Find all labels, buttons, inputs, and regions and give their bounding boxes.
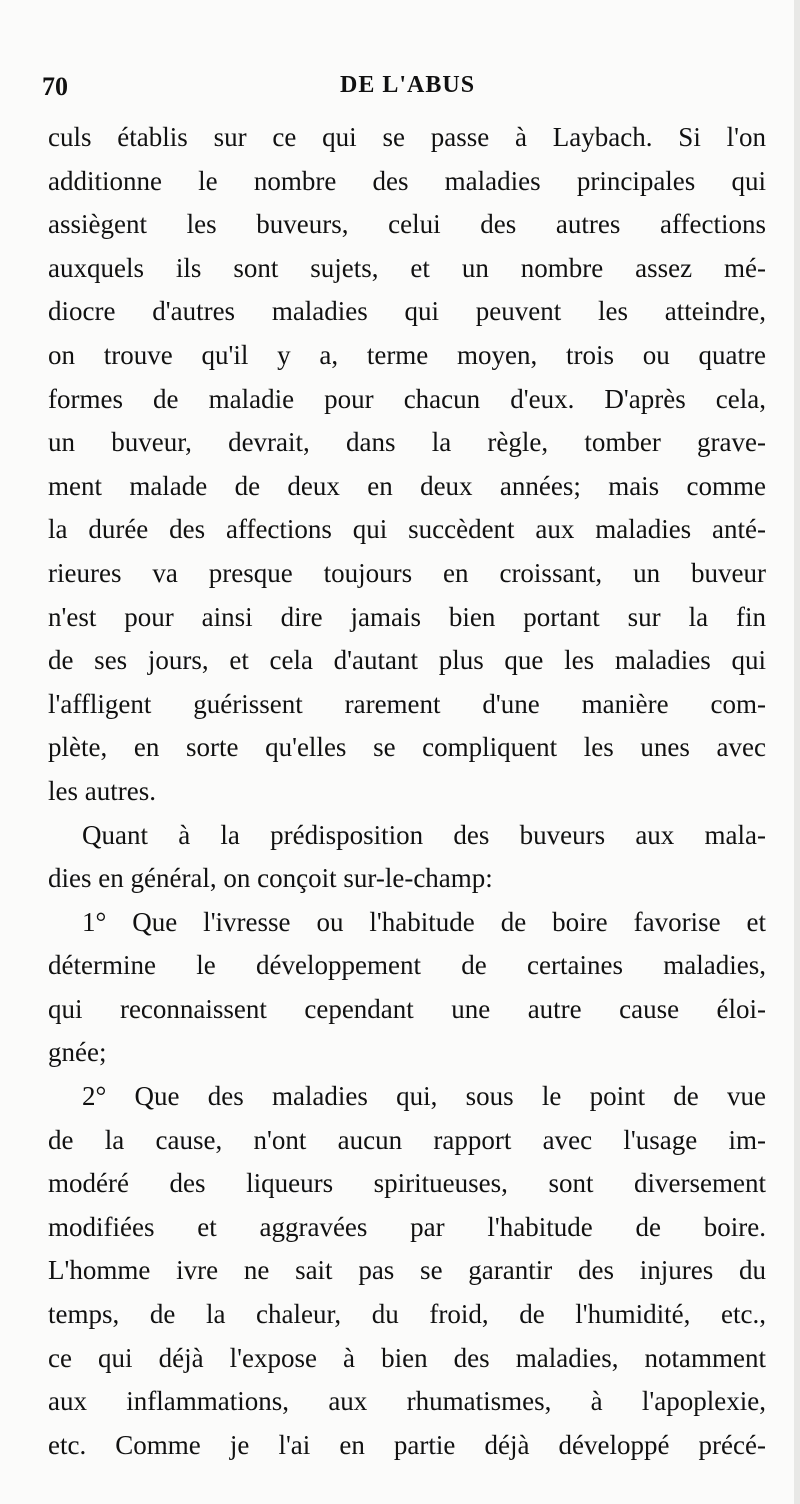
text-line: additionne le nombre des maladies principales qui — [48, 165, 766, 196]
list-item-second: 2° Que des maladies qui, sous le point de vue — [82, 1081, 766, 1112]
paragraph-end-line: les autres. — [48, 775, 156, 806]
text-line: ment malade de deux en deux années; mais comme — [48, 470, 766, 501]
text-line: temps, de la chaleur, du froid, de l'humidité, etc., — [48, 1299, 766, 1330]
running-head: DE L'ABUS — [340, 72, 476, 98]
page-number: 70 — [42, 72, 68, 101]
paragraph-end-line: dies en général, on conçoit sur-le-champ: — [48, 863, 493, 894]
text-line: de la cause, n'ont aucun rapport avec l'usage im- — [48, 1124, 766, 1155]
page-header — [42, 72, 762, 108]
text-line: modéré des liqueurs spiritueuses, sont diversement — [48, 1168, 766, 1199]
text-line: aux inflammations, aux rhumatismes, à l'apoplexie, — [48, 1386, 766, 1417]
text-line: plète, en sorte qu'elles se compliquent les unes avec — [48, 732, 766, 763]
text-line: rieures va presque toujours en croissant, un buveur — [48, 557, 766, 588]
text-line: n'est pour ainsi dire jamais bien portant sur la fin — [48, 601, 766, 632]
text-line: culs établis sur ce qui se passe à Laybach. Si l'on — [48, 122, 766, 152]
paragraph-start-line: Quant à la prédisposition des buveurs aux mala- — [82, 819, 766, 850]
paragraph-end-line: gnée; — [48, 1037, 107, 1068]
text-line: etc. Comme je l'ai en partie déjà développé précé- — [48, 1429, 766, 1460]
list-item-first: 1° Que l'ivresse ou l'habitude de boire favorise et — [82, 906, 766, 937]
body-text — [48, 116, 766, 1467]
text-line: détermine le développement de certaines maladies, — [48, 950, 766, 981]
page-edge — [794, 0, 800, 1504]
text-line: L'homme ivre ne sait pas se garantir des injures du — [48, 1255, 766, 1286]
text-line: ce qui déjà l'expose à bien des maladies, notamment — [48, 1342, 766, 1373]
text-line: assiègent les buveurs, celui des autres affections — [48, 209, 766, 240]
text-line: un buveur, devrait, dans la règle, tomber grave- — [48, 427, 766, 458]
text-line: l'affligent guérissent rarement d'une manière com- — [48, 688, 766, 719]
text-line: la durée des affections qui succèdent aux maladies anté- — [48, 514, 766, 545]
text-line: formes de maladie pour chacun d'eux. D'après cela, — [48, 383, 766, 414]
text-line: qui reconnaissent cependant une autre cause éloi- — [48, 993, 766, 1024]
text-line: diocre d'autres maladies qui peuvent les atteindre, — [48, 296, 766, 327]
text-line: de ses jours, et cela d'autant plus que les maladies qui — [48, 645, 766, 676]
text-line: modifiées et aggravées par l'habitude de boire. — [48, 1211, 766, 1242]
text-line: auxquels ils sont sujets, et un nombre assez mé- — [48, 252, 766, 283]
text-line: on trouve qu'il y a, terme moyen, trois ou quatre — [48, 339, 766, 370]
